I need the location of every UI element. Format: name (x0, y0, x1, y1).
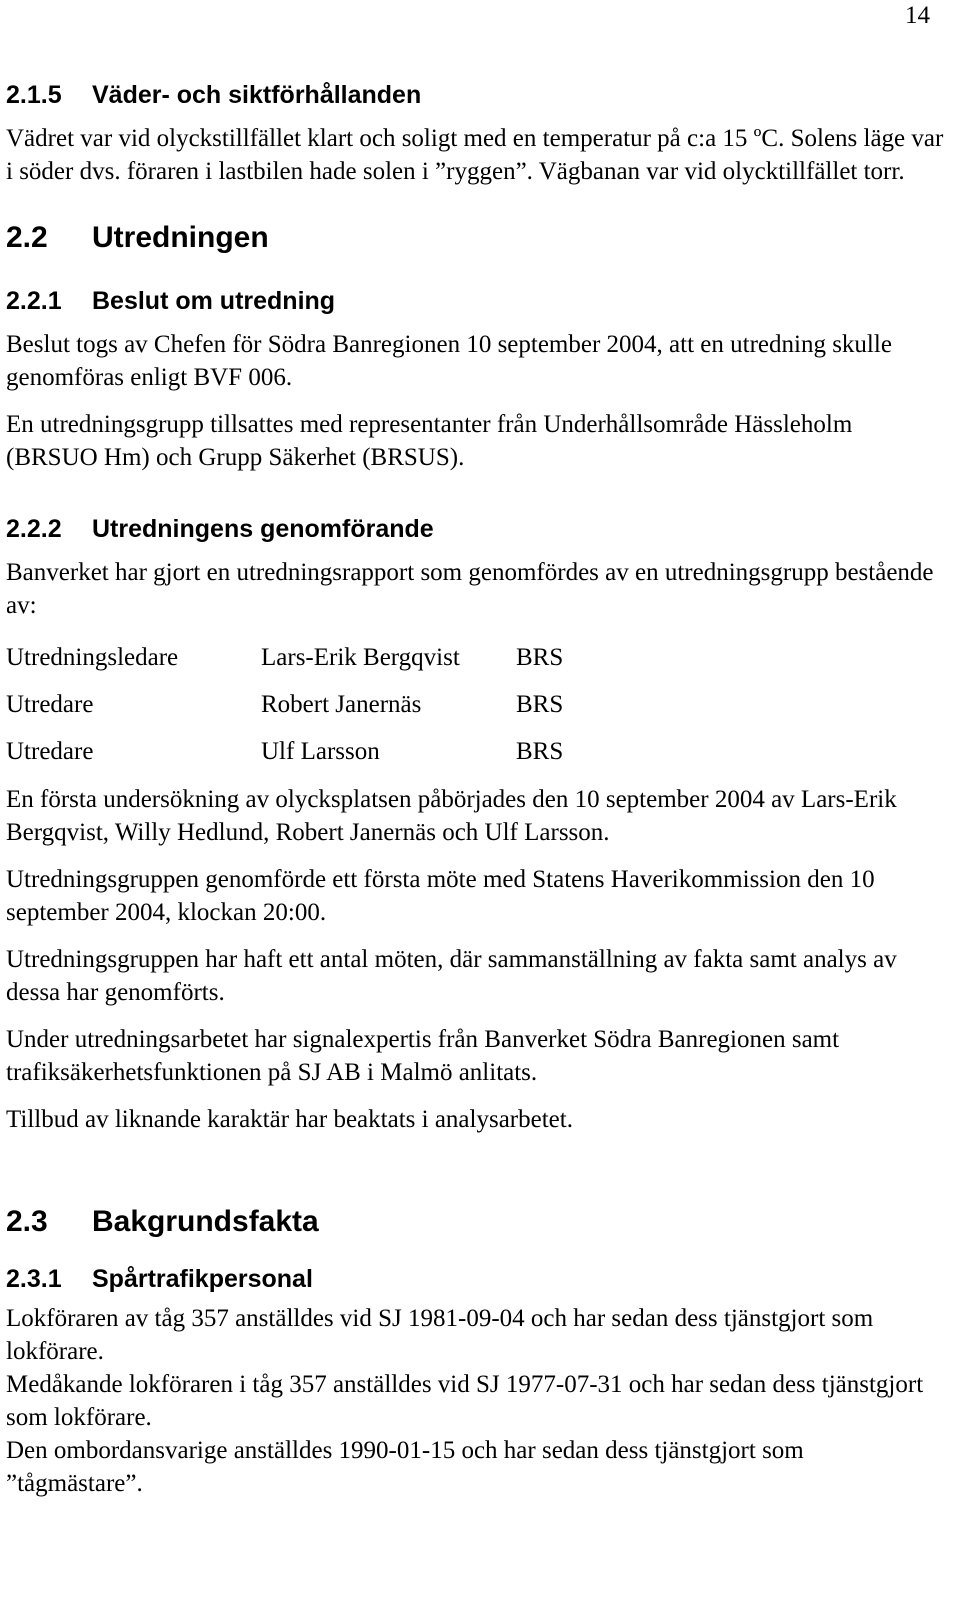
document-body (6, 78, 946, 1500)
paragraph: Den ombordansvarige anställdes 1990-01-15 och har sedan dess tjänstgjort som ”tågmästare”. (6, 1437, 804, 1497)
section-number: 2.2.2 (6, 515, 62, 543)
section-title: Utredningen (92, 221, 269, 254)
table-row (6, 634, 563, 681)
section-number: 2.2.1 (6, 287, 62, 315)
section-title: Bakgrundsfakta (92, 1205, 319, 1238)
section-heading-2-2-1 (6, 284, 946, 318)
section-number: 2.2 (6, 221, 48, 254)
section-heading-2-2 (6, 218, 946, 258)
paragraph: Banverket har gjort en utredningsrapport som genomfördes av en utredningsgrupp bestående av: (6, 559, 934, 619)
staff-role: Utredare (6, 737, 94, 765)
paragraph: En utredningsgrupp tillsattes med representanter från Underhållsområde Hässleholm (BRSUO Hm) och Grupp Säkerhet (BRSUS). (6, 411, 853, 471)
section-title: Utredningens genomförande (92, 515, 434, 543)
paragraph: Beslut togs av Chefen för Södra Banregionen 10 september 2004, att en utredning skulle genomföras enligt BVF 006. (6, 331, 892, 391)
table-row (6, 681, 563, 728)
section-number: 2.3.1 (6, 1265, 62, 1293)
paragraph: Vädret var vid olyckstillfället klart och soligt med en temperatur på c:a 15 ºC. Solens läge var i söder dvs. föraren i lastbilen hade solen i ”ryggen”. Vägbanan var vid olycktillfället torr. (6, 125, 944, 185)
section-heading-2-1-5 (6, 78, 946, 112)
section-heading-2-2-2 (6, 512, 946, 546)
paragraph: Tillbud av liknande karaktär har beaktats i analysarbetet. (6, 1106, 573, 1133)
staff-table (6, 634, 563, 775)
paragraph: Utredningsgruppen har haft ett antal möten, där sammanställning av fakta samt analys av dessa har genomförts. (6, 946, 897, 1006)
staff-name: Robert Janernäs (261, 690, 422, 718)
section-title: Spårtrafikpersonal (92, 1265, 313, 1293)
section-title: Beslut om utredning (92, 287, 336, 315)
section-title: Väder- och siktförhållanden (92, 81, 422, 109)
staff-name: Lars-Erik Bergqvist (261, 643, 460, 671)
paragraph: Utredningsgruppen genomförde ett första möte med Statens Haverikommission den 10 september 2004, klockan 20:00. (6, 866, 875, 926)
staff-org: BRS (516, 690, 564, 718)
staff-org: BRS (516, 737, 564, 765)
page-number: 14 (905, 2, 930, 29)
paragraph: Medåkande lokföraren i tåg 357 anställdes vid SJ 1977-07-31 och har sedan dess tjänstgjort som lokförare. (6, 1371, 924, 1431)
staff-role: Utredningsledare (6, 643, 179, 671)
table-row (6, 728, 563, 775)
section-heading-2-3 (6, 1202, 946, 1242)
staff-name: Ulf Larsson (261, 737, 380, 765)
section-number: 2.3 (6, 1205, 48, 1238)
staff-org: BRS (516, 643, 564, 671)
section-heading-2-3-1 (6, 1262, 946, 1296)
section-number: 2.1.5 (6, 81, 62, 109)
paragraph: Under utredningsarbetet har signalexpertis från Banverket Södra Banregionen samt trafiksäkerhetsfunktionen på SJ AB i Malmö anlitats. (6, 1026, 840, 1086)
paragraph: En första undersökning av olycksplatsen påbörjades den 10 september 2004 av Lars-Erik Bergqvist, Willy Hedlund, Robert Janernäs och Ulf Larsson. (6, 786, 897, 846)
staff-role: Utredare (6, 690, 94, 718)
paragraph: Lokföraren av tåg 357 anställdes vid SJ 1981-09-04 och har sedan dess tjänstgjort som lokförare. (6, 1305, 874, 1365)
